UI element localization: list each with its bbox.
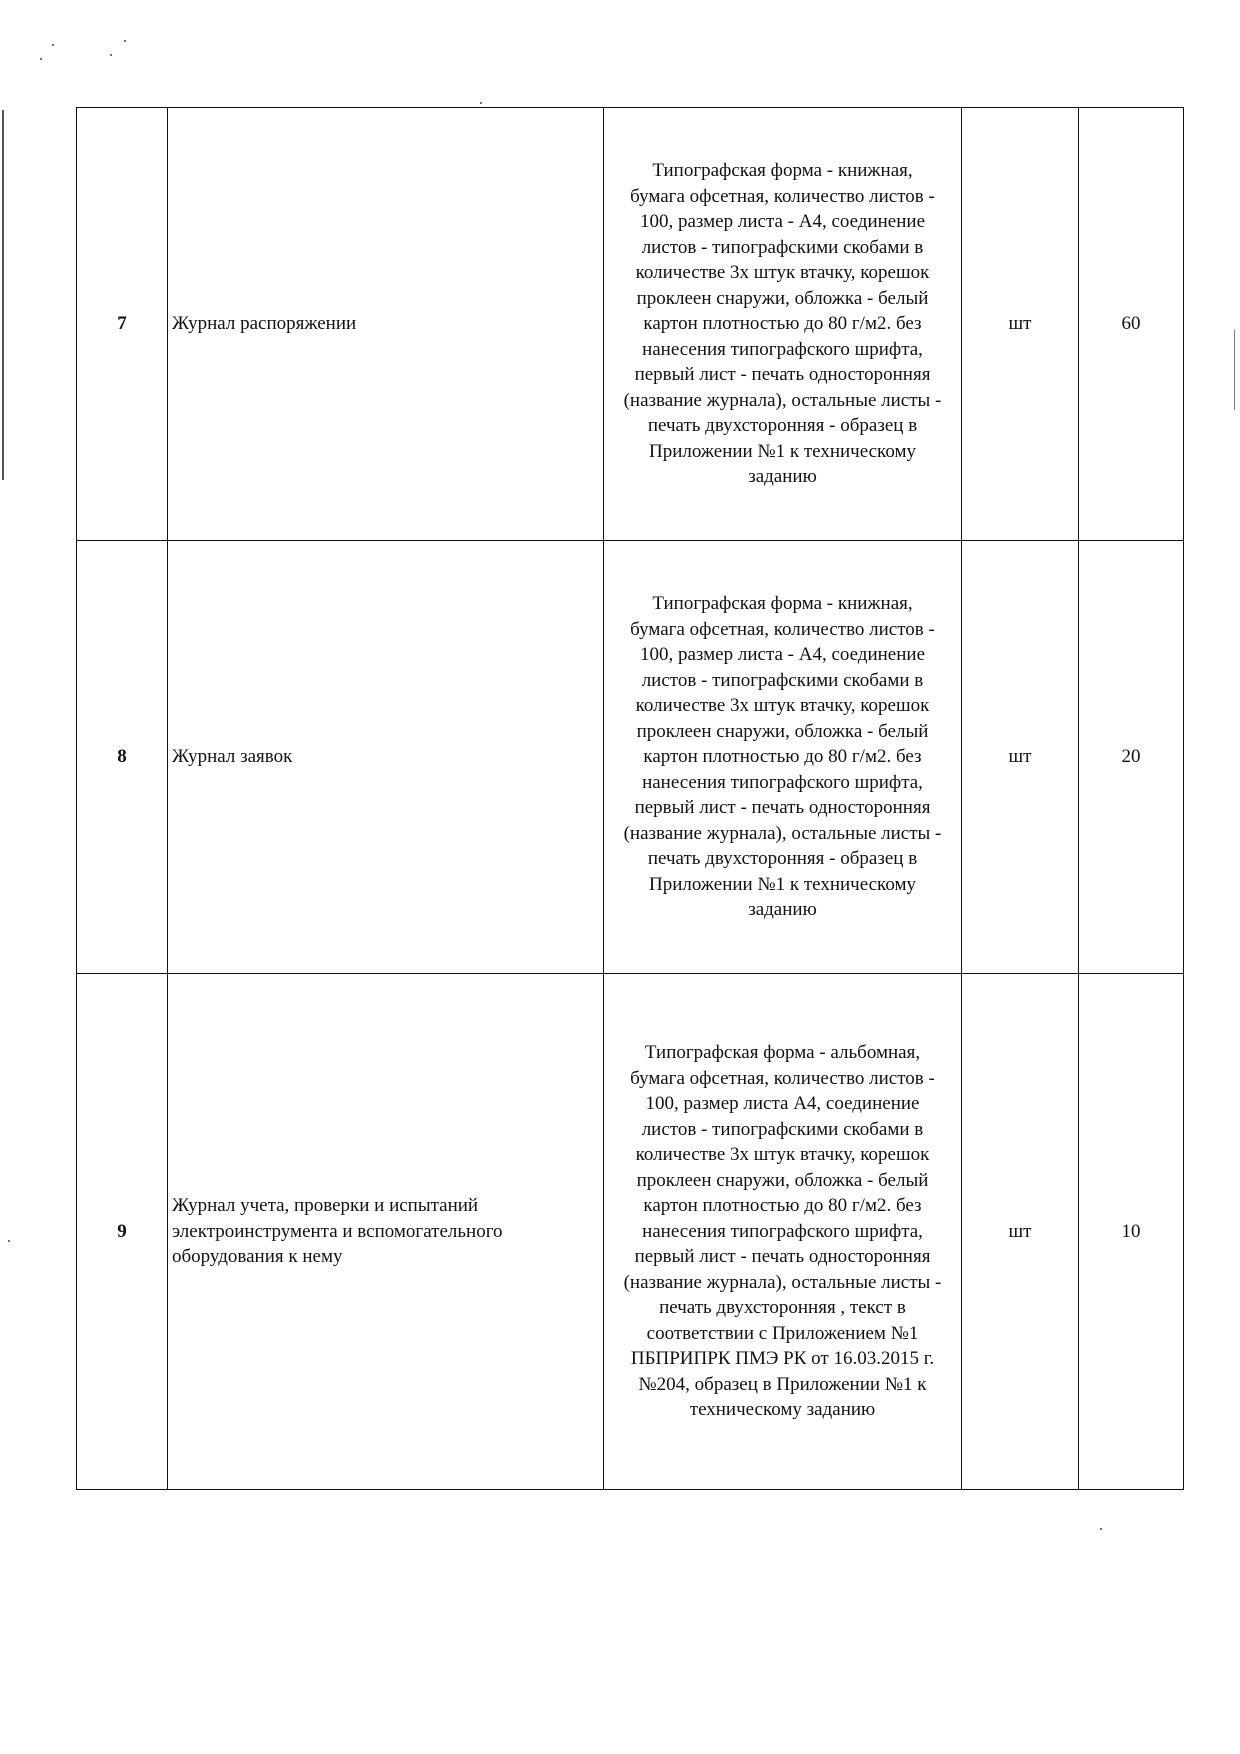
description-line: картон плотностью до 80 г/м2. без <box>643 313 922 335</box>
table-row <box>77 974 1184 1490</box>
description-line: техническому заданию <box>689 1399 876 1421</box>
description-line: соответствии с Приложением №1 <box>646 1322 919 1344</box>
item-name-line: Журнал заявок <box>172 746 293 768</box>
item-name-line: Журнал распоряжении <box>172 313 357 335</box>
description-line: заданию <box>748 466 817 488</box>
description-line: Приложении №1 к техническому <box>649 440 916 462</box>
row-number: 7 <box>77 108 168 541</box>
item-name-line: Журнал учета, проверки и испытаний <box>172 1195 479 1217</box>
scan-speck <box>124 40 126 42</box>
description-line: (название журнала), остальные листы - <box>623 389 942 411</box>
scan-edge-mark <box>2 110 4 480</box>
table-row <box>77 541 1184 974</box>
item-quantity: 10 <box>1079 974 1184 1490</box>
item-name <box>168 108 604 541</box>
description-line: количестве 3х штук втачку, корешок <box>635 1144 930 1166</box>
table-row <box>77 108 1184 541</box>
description-line: 100, размер листа - А4, соединение <box>639 644 926 666</box>
description-line: нанесения типографского шрифта, <box>642 338 923 360</box>
description-line: количестве 3х штук втачку, корешок <box>635 695 930 717</box>
description-line: печать двухсторонняя - образец в <box>647 415 918 437</box>
description-line: листов - типографскими скобами в <box>641 1118 924 1140</box>
item-name <box>168 974 604 1490</box>
row-number: 9 <box>77 974 168 1490</box>
description-line: листов - типографскими скобами в <box>641 236 924 258</box>
description-line: первый лист - печать односторонняя <box>634 364 931 386</box>
description-line: Приложении №1 к техническому <box>649 873 916 895</box>
item-name <box>168 541 604 974</box>
description-line: картон плотностью до 80 г/м2. без <box>643 746 922 768</box>
item-quantity: 20 <box>1079 541 1184 974</box>
item-unit: шт <box>962 974 1079 1490</box>
description-line: картон плотностью до 80 г/м2. без <box>643 1195 922 1217</box>
scan-speck <box>52 44 54 46</box>
description-line: Типографская форма - книжная, <box>652 593 913 615</box>
description-line: бумага офсетная, количество листов - <box>630 618 935 640</box>
item-description <box>604 108 962 541</box>
item-unit: шт <box>962 541 1079 974</box>
description-line: бумага офсетная, количество листов - <box>630 1067 935 1089</box>
description-line: проклеен снаружи, обложка - белый <box>636 1169 929 1191</box>
scan-speck <box>110 54 112 56</box>
description-line: Типографская форма - альбомная, <box>644 1042 921 1064</box>
scan-edge-mark <box>1234 330 1235 410</box>
scan-speck <box>1100 1528 1102 1530</box>
description-line: проклеен снаружи, обложка - белый <box>636 720 929 742</box>
description-line: (название журнала), остальные листы - <box>623 822 942 844</box>
description-line: первый лист - печать односторонняя <box>634 797 931 819</box>
row-number: 8 <box>77 541 168 974</box>
description-line: 100, размер листа - А4, соединение <box>639 211 926 233</box>
description-line: листов - типографскими скобами в <box>641 669 924 691</box>
item-description <box>604 541 962 974</box>
item-description <box>604 974 962 1490</box>
scan-speck <box>40 58 42 60</box>
item-name-line: электроинструмента и вспомогательного <box>172 1220 503 1242</box>
description-line: нанесения типографского шрифта, <box>642 771 923 793</box>
scan-speck <box>480 102 482 104</box>
description-line: проклеен снаружи, обложка - белый <box>636 287 929 309</box>
description-line: бумага офсетная, количество листов - <box>630 185 935 207</box>
scan-speck <box>8 1240 10 1242</box>
description-line: первый лист - печать односторонняя <box>634 1246 931 1268</box>
description-line: печать двухсторонняя , текст в <box>659 1297 906 1319</box>
item-unit: шт <box>962 108 1079 541</box>
description-line: 100, размер листа А4, соединение <box>645 1093 920 1115</box>
item-quantity: 60 <box>1079 108 1184 541</box>
specification-table <box>76 107 1184 1490</box>
description-line: печать двухсторонняя - образец в <box>647 848 918 870</box>
description-line: (название журнала), остальные листы - <box>623 1271 942 1293</box>
description-line: Типографская форма - книжная, <box>652 160 913 182</box>
description-line: №204, образец в Приложении №1 к <box>638 1373 927 1395</box>
description-line: заданию <box>748 899 817 921</box>
description-line: ПБПРИПРК ПМЭ РК от 16.03.2015 г. <box>630 1348 935 1370</box>
item-name-line: оборудования к нему <box>172 1246 343 1268</box>
description-line: нанесения типографского шрифта, <box>642 1220 923 1242</box>
description-line: количестве 3х штук втачку, корешок <box>635 262 930 284</box>
